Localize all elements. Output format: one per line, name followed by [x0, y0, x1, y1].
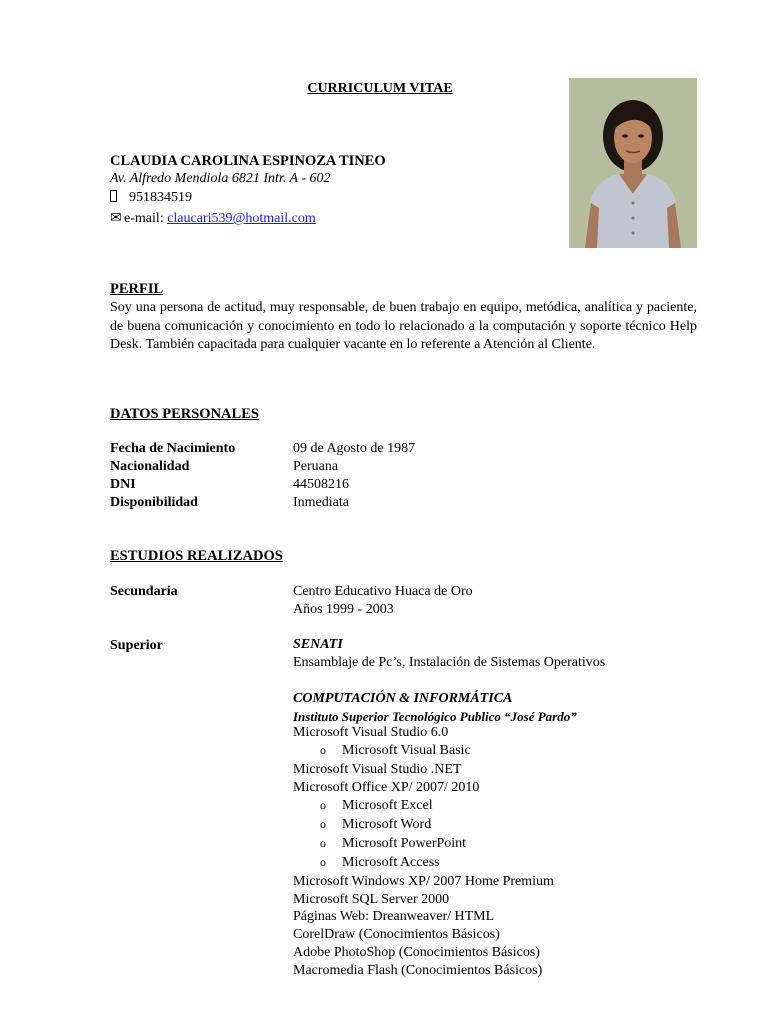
- secundaria-years: Años 1999 - 2003: [293, 602, 394, 617]
- course-item: Microsoft Visual Studio 6.0: [293, 725, 449, 740]
- bullet-icon: o: [320, 817, 326, 831]
- datos-value: Inmediata: [293, 495, 349, 510]
- course-subitem: [320, 855, 440, 871]
- bullet-icon: o: [320, 743, 326, 757]
- course-item: Microsoft Visual Studio .NET: [293, 762, 462, 777]
- envelope-icon: ✉: [110, 211, 122, 226]
- course-subitem: [320, 798, 433, 814]
- course-item: Macromedia Flash (Conocimientos Básicos): [293, 963, 543, 978]
- course-subitem-text: Microsoft Access: [342, 855, 440, 870]
- datos-label: Nacionalidad: [110, 459, 190, 474]
- portrait-image: [569, 78, 697, 248]
- phone-line: [110, 190, 192, 206]
- course-item: Microsoft SQL Server 2000: [293, 892, 450, 907]
- course-subitem: [320, 836, 466, 852]
- datos-heading: DATOS PERSONALES: [110, 406, 259, 422]
- datos-value: 44508216: [293, 477, 349, 492]
- course-subitem-text: Microsoft Excel: [342, 798, 433, 813]
- course-subitem: [320, 817, 431, 833]
- secundaria-label: Secundaria: [110, 584, 178, 599]
- course-subitem-text: Microsoft PowerPoint: [342, 836, 467, 851]
- course-item: Adobe PhotoShop (Conocimientos Básicos): [293, 945, 540, 960]
- course-item: Microsoft Office XP/ 2007/ 2010: [293, 780, 480, 795]
- datos-value: Peruana: [293, 459, 339, 474]
- email-line: [110, 210, 316, 227]
- datos-label: Fecha de Nacimiento: [110, 441, 236, 456]
- perfil-heading: PERFIL: [110, 281, 164, 297]
- course-item: Microsoft Windows XP/ 2007 Home Premium: [293, 874, 554, 889]
- datos-label: DNI: [110, 477, 136, 492]
- estudios-heading: ESTUDIOS REALIZADOS: [110, 548, 283, 564]
- computacion-title: COMPUTACIÓN & INFORMÁTICA: [293, 691, 513, 706]
- superior-label: Superior: [110, 638, 163, 653]
- institute-name: Instituto Superior Tecnológico Publico “José Pardo”: [293, 709, 577, 724]
- course-subitem-text: Microsoft Word: [342, 817, 432, 832]
- email-label: e-mail:: [124, 211, 168, 226]
- course-subitem-text: Microsoft Visual Basic: [342, 743, 471, 758]
- profile-photo: [569, 78, 697, 248]
- bullet-icon: o: [320, 836, 326, 850]
- course-subitem: [320, 743, 471, 759]
- perfil-text: Soy una persona de actitud, muy responsable, de buen trabajo en equipo, metódica, analítica y paciente, de buena comunicación y conocimiento en todo lo relacionado a la computación y soporte técnico Help Desk. También capacitada para cualquier vacante en lo referente a Atención al Cliente.: [110, 300, 697, 352]
- bullet-icon: o: [320, 855, 326, 869]
- document-title: CURRICULUM VITAE: [307, 81, 453, 96]
- email-link[interactable]: claucari539@hotmail.com: [167, 211, 316, 226]
- phone-icon: [110, 190, 117, 202]
- datos-value: 09 de Agosto de 1987: [293, 441, 416, 456]
- course-item: CorelDraw (Conocimientos Básicos): [293, 927, 500, 942]
- bullet-icon: o: [320, 798, 326, 812]
- candidate-name: CLAUDIA CAROLINA ESPINOZA TINEO: [110, 153, 386, 169]
- address: Av. Alfredo Mendiola 6821 Intr. A - 602: [110, 171, 331, 186]
- senati-description: Ensamblaje de Pc’s, Instalación de Sistemas Operativos: [293, 655, 606, 670]
- secundaria-school: Centro Educativo Huaca de Oro: [293, 584, 473, 599]
- course-item: Páginas Web: Dreanweaver/ HTML: [293, 909, 495, 924]
- senati-title: SENATI: [293, 637, 343, 652]
- phone-number: 951834519: [129, 190, 192, 205]
- datos-label: Disponibilidad: [110, 495, 198, 510]
